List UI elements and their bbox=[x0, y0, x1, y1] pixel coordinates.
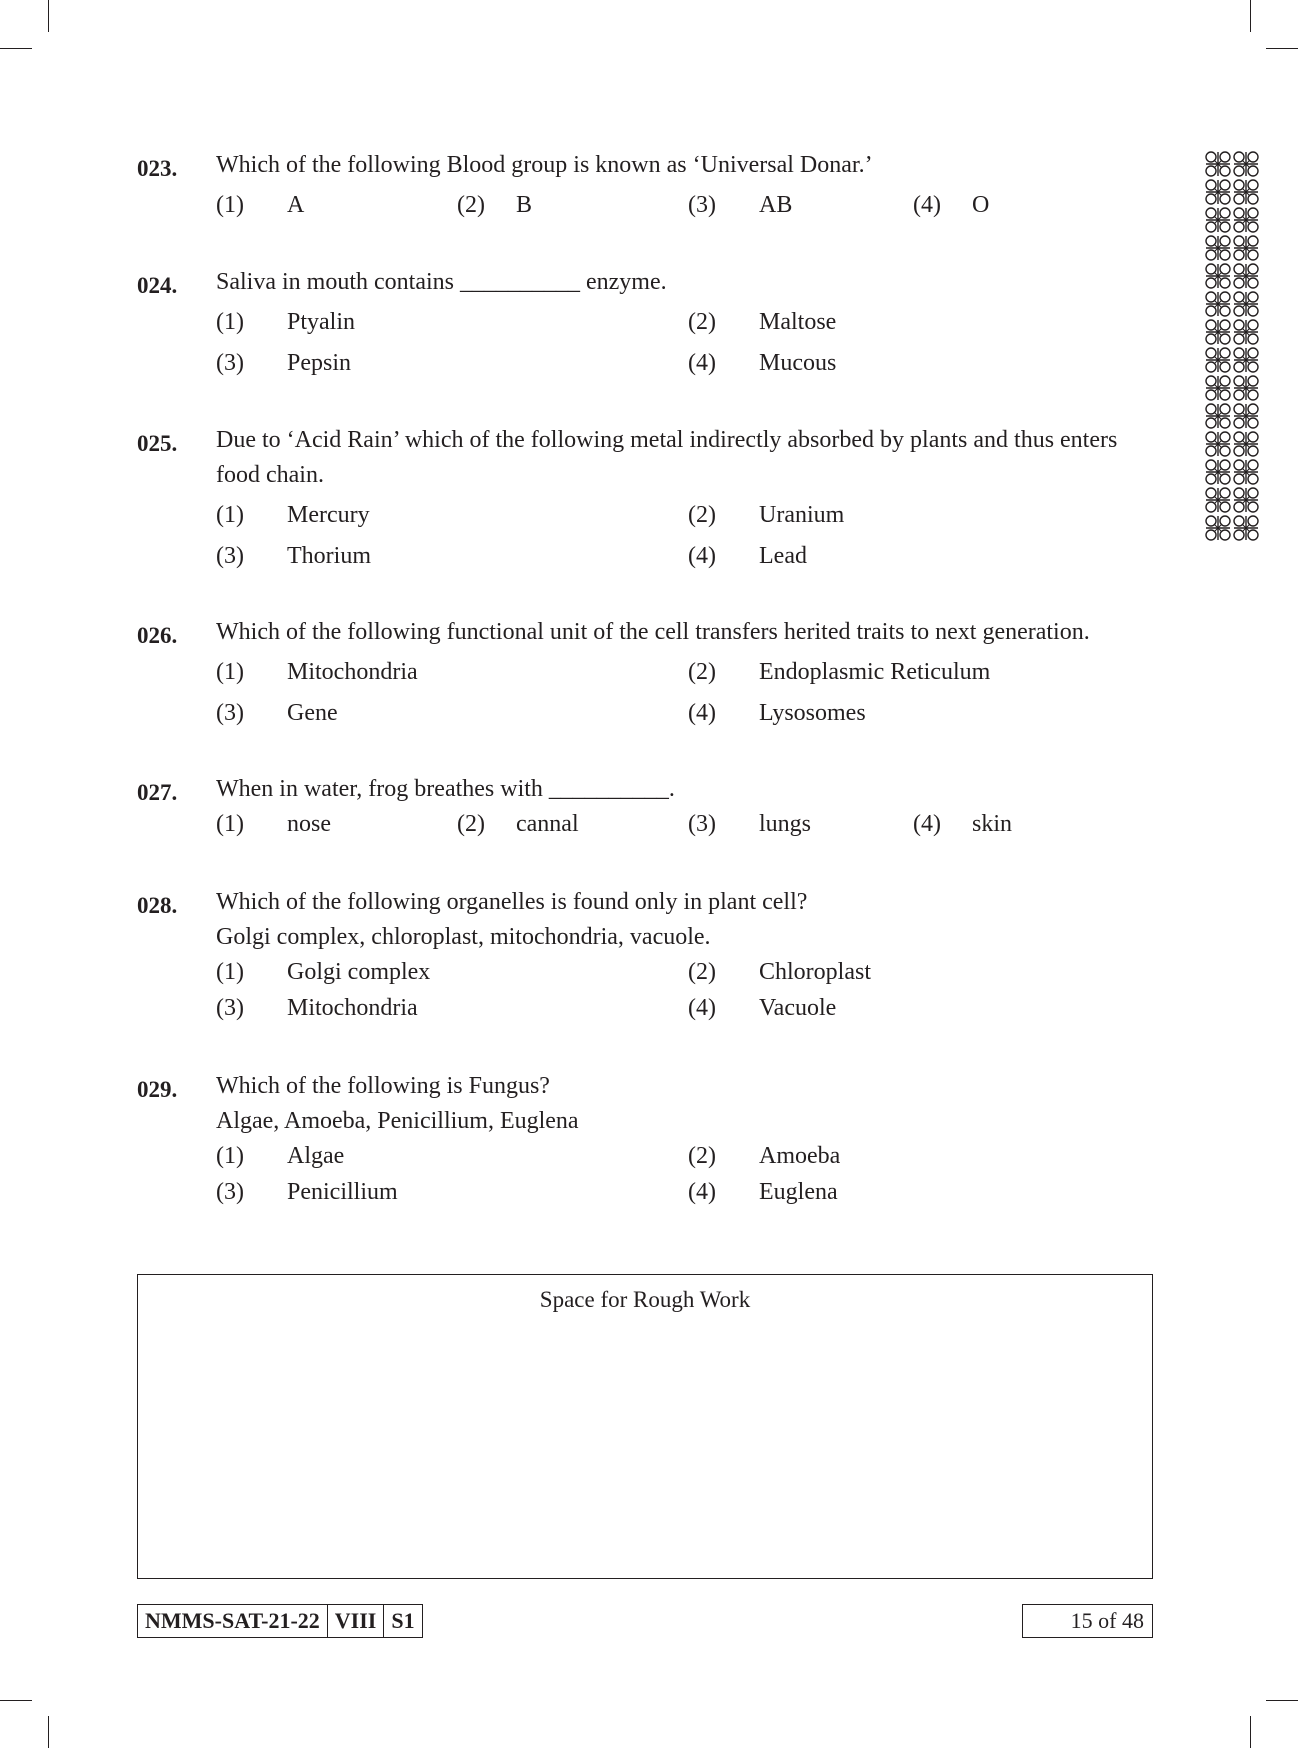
question-text: Which of the following is Fungus? bbox=[216, 1073, 550, 1099]
decorative-border-ornament bbox=[1204, 150, 1260, 542]
option-2[interactable]: (2) B bbox=[457, 192, 533, 218]
option-3[interactable]: (3) Penicillium bbox=[216, 1179, 398, 1205]
option-4[interactable]: (4) Vacuole bbox=[688, 995, 837, 1021]
option-1[interactable]: (1) Algae bbox=[216, 1143, 345, 1169]
option-3[interactable]: (3) Pepsin bbox=[216, 350, 352, 376]
question-028 bbox=[137, 885, 1157, 1027]
option-3[interactable]: (3) Gene bbox=[216, 700, 338, 726]
option-1[interactable]: (1) Ptyalin bbox=[216, 309, 356, 335]
question-number: 024. bbox=[137, 273, 178, 298]
option-2[interactable]: (2) cannal bbox=[457, 811, 579, 837]
question-number: 029. bbox=[137, 1077, 178, 1102]
question-023 bbox=[137, 148, 1157, 224]
question-024 bbox=[137, 265, 1157, 382]
question-number: 026. bbox=[137, 623, 178, 648]
standard: VIII bbox=[327, 1605, 384, 1637]
question-025 bbox=[137, 423, 1157, 575]
question-number: 023. bbox=[137, 156, 178, 181]
option-3[interactable]: (3) AB bbox=[688, 192, 793, 218]
question-text: Saliva in mouth contains __________ enzyme. bbox=[216, 269, 667, 295]
question-subtext: Golgi complex, chloroplast, mitochondria, vacuole. bbox=[216, 924, 711, 950]
option-3[interactable]: (3) lungs bbox=[688, 811, 812, 837]
question-number: 025. bbox=[137, 431, 178, 456]
rough-work-label: Space for Rough Work bbox=[539, 1287, 751, 1312]
question-number: 027. bbox=[137, 780, 178, 805]
rough-work-box bbox=[137, 1274, 1153, 1579]
question-text: Which of the following functional unit of the cell transfers herited traits to next generation. bbox=[216, 619, 1090, 645]
option-2[interactable]: (2) Maltose bbox=[688, 309, 837, 335]
option-2[interactable]: (2) Uranium bbox=[688, 502, 845, 528]
option-3[interactable]: (3) Thorium bbox=[216, 543, 371, 569]
question-text: Which of the following Blood group is known as ‘Universal Donar.’ bbox=[216, 152, 873, 178]
set-code: S1 bbox=[383, 1605, 421, 1637]
option-1[interactable]: (1) Mercury bbox=[216, 502, 370, 528]
question-subtext: Algae, Amoeba, Penicillium, Euglena bbox=[216, 1108, 579, 1134]
page-number: 15 of 48 bbox=[1022, 1604, 1153, 1638]
question-text: When in water, frog breathes with __________. bbox=[216, 776, 675, 802]
option-4[interactable]: (4) Euglena bbox=[688, 1179, 838, 1205]
option-2[interactable]: (2) Chloroplast bbox=[688, 959, 871, 985]
option-4[interactable]: (4) O bbox=[913, 192, 990, 218]
paper-code: NMMS-SAT-21-22 bbox=[145, 1608, 320, 1633]
question-026 bbox=[137, 615, 1157, 732]
question-number: 028. bbox=[137, 893, 178, 918]
paper-code-box bbox=[137, 1604, 423, 1638]
question-text: Which of the following organelles is found only in plant cell? bbox=[216, 889, 808, 915]
option-1[interactable]: (1) nose bbox=[216, 811, 331, 837]
question-029 bbox=[137, 1069, 1157, 1211]
option-4[interactable]: (4) Mucous bbox=[688, 350, 837, 376]
option-1[interactable]: (1) Mitochondria bbox=[216, 659, 418, 685]
option-4[interactable]: (4) skin bbox=[913, 811, 1013, 837]
option-2[interactable]: (2) Amoeba bbox=[688, 1143, 841, 1169]
option-3[interactable]: (3) Mitochondria bbox=[216, 995, 418, 1021]
option-1[interactable]: (1) A bbox=[216, 192, 305, 218]
option-1[interactable]: (1) Golgi complex bbox=[216, 959, 431, 985]
question-027 bbox=[137, 772, 1157, 843]
option-4[interactable]: (4) Lysosomes bbox=[688, 700, 866, 726]
option-2[interactable]: (2) Endoplasmic Reticulum bbox=[688, 659, 991, 685]
question-text: Due to ‘Acid Rain’ which of the following metal indirectly absorbed by plants and thus enters food chain. bbox=[216, 427, 1118, 488]
option-4[interactable]: (4) Lead bbox=[688, 543, 807, 569]
